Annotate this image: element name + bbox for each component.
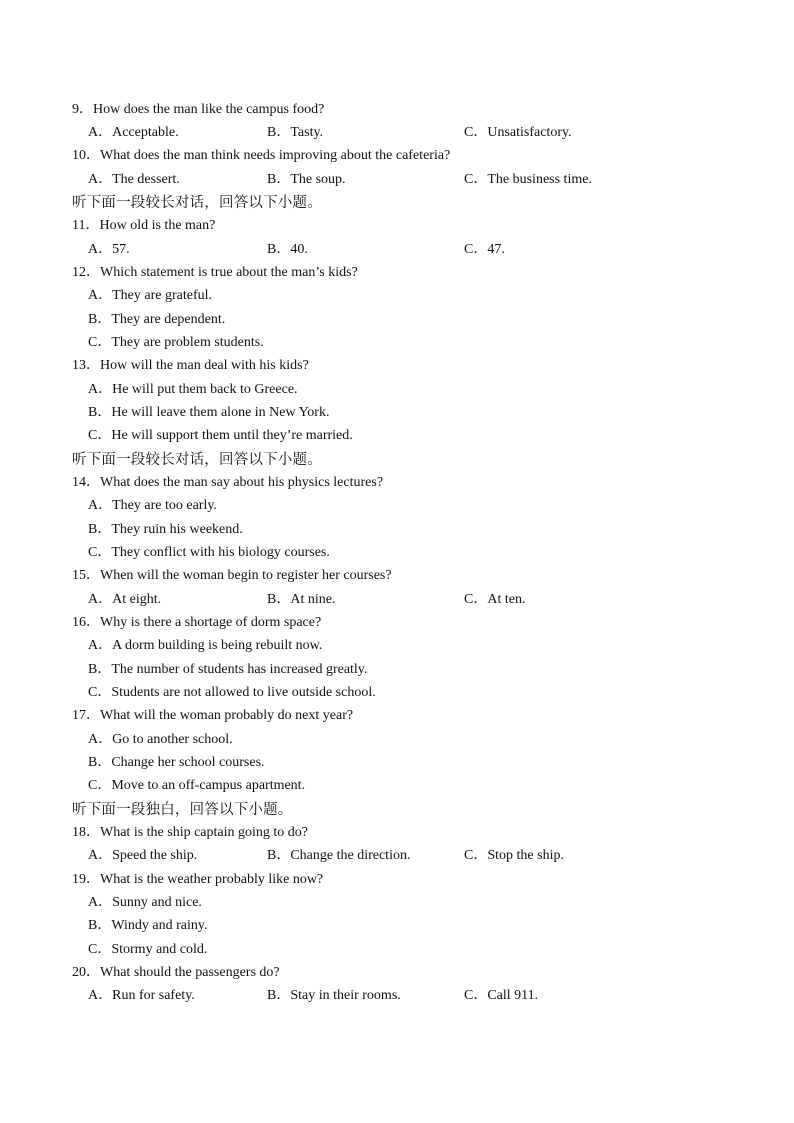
options-row-18 xyxy=(0,846,794,866)
option-c: C．They conflict with his biology courses. xyxy=(88,545,330,560)
option-c: C．At ten. xyxy=(464,592,526,607)
section-heading: 听下面一段较长对话，回答以下小题。 xyxy=(72,452,322,468)
section-heading: 听下面一段较长对话，回答以下小题。 xyxy=(72,195,322,211)
option-b: B．Windy and rainy. xyxy=(88,918,208,933)
options-row-10 xyxy=(0,170,794,190)
option-a: A．Run for safety. xyxy=(88,988,195,1003)
option-c: C．Move to an off-campus apartment. xyxy=(88,778,306,793)
option-b: B．The number of students has increased greatly. xyxy=(88,662,368,677)
question-19: 19．What is the weather probably like now? xyxy=(72,872,324,887)
question-17: 17．What will the woman probably do next year? xyxy=(72,708,354,723)
question-9: 9．How does the man like the campus food? xyxy=(72,102,325,117)
question-16: 16．Why is there a shortage of dorm space? xyxy=(72,615,322,630)
option-b: B．They are dependent. xyxy=(88,312,226,327)
option-c: C．Call 911. xyxy=(464,988,539,1003)
question-11: 11．How old is the man? xyxy=(72,218,216,233)
option-a: A．At eight. xyxy=(88,592,162,607)
option-b: B．Change her school courses. xyxy=(88,755,265,770)
option-b: B．The soup. xyxy=(267,172,346,187)
option-b: B．Change the direction. xyxy=(267,848,411,863)
option-b: B．At nine. xyxy=(267,592,336,607)
option-a: A．Speed the ship. xyxy=(88,848,198,863)
option-c: C．Stormy and cold. xyxy=(88,942,208,957)
option-c: C．They are problem students. xyxy=(88,335,264,350)
question-18: 18．What is the ship captain going to do? xyxy=(72,825,309,840)
section-heading: 听下面一段独白，回答以下小题。 xyxy=(72,802,293,818)
question-10: 10．What does the man think needs improving about the cafeteria? xyxy=(72,148,451,163)
option-a: A．Acceptable. xyxy=(88,125,179,140)
option-c: C．Stop the ship. xyxy=(464,848,564,863)
option-a: A．They are grateful. xyxy=(88,288,212,303)
options-row-9 xyxy=(0,123,794,143)
option-b: B．He will leave them alone in New York. xyxy=(88,405,330,420)
question-14: 14．What does the man say about his physics lectures? xyxy=(72,475,384,490)
options-row-15 xyxy=(0,590,794,610)
option-a: A．Sunny and nice. xyxy=(88,895,202,910)
option-b: B．40. xyxy=(267,242,308,257)
option-a: A．The dessert. xyxy=(88,172,180,187)
question-13: 13．How will the man deal with his kids? xyxy=(72,358,309,373)
options-row-11 xyxy=(0,240,794,260)
option-c: C．The business time. xyxy=(464,172,592,187)
option-a: A．Go to another school. xyxy=(88,732,233,747)
option-a: A．A dorm building is being rebuilt now. xyxy=(88,638,323,653)
option-c: C．Students are not allowed to live outside school. xyxy=(88,685,376,700)
option-a: A．He will put them back to Greece. xyxy=(88,382,298,397)
option-c: C．Unsatisfactory. xyxy=(464,125,572,140)
options-row-20 xyxy=(0,986,794,1006)
option-b: B．Stay in their rooms. xyxy=(267,988,401,1003)
question-20: 20．What should the passengers do? xyxy=(72,965,280,980)
option-b: B．They ruin his weekend. xyxy=(88,522,243,537)
question-15: 15．When will the woman begin to register her courses? xyxy=(72,568,392,583)
option-a: A．They are too early. xyxy=(88,498,217,513)
question-12: 12．Which statement is true about the man’s kids? xyxy=(72,265,358,280)
option-a: A．57. xyxy=(88,242,130,257)
option-b: B．Tasty. xyxy=(267,125,324,140)
option-c: C．He will support them until they’re married. xyxy=(88,428,353,443)
option-c: C．47. xyxy=(464,242,505,257)
